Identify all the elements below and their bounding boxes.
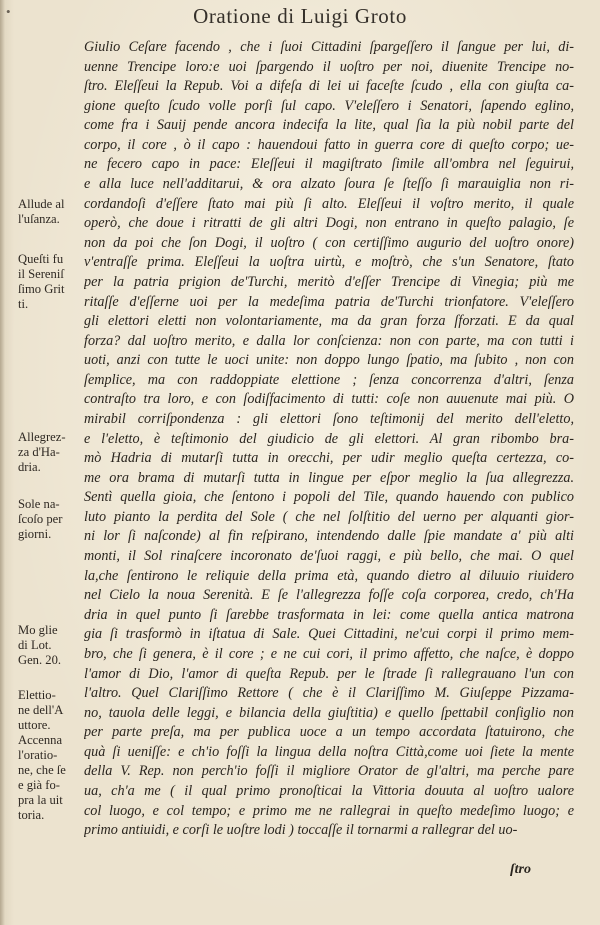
- text-line: gli elettori eletti non volontariamente, ma da gran forza ſforzati. E da qual: [84, 313, 574, 330]
- text-line: primo antiuidi, e corſi le uoſtre lodi ) toccaſſe il tornarmi a rallegrar del uo-: [84, 822, 518, 839]
- text-line: ne fecero capo in pace: Eleſſeui il magiſtrato ſimile all'ombra nel ſeguirui,: [84, 156, 574, 173]
- marginal-note-line: Gen. 20.: [18, 653, 62, 667]
- text-line: operò, che doue i ritratti de gli altri Dogi, non entrano in queſto palagio, ſe: [84, 215, 574, 232]
- text-line: e alla luce nell'additarui, & ora alzato ſoura ſe ſteſſo ſi marauiglia non ri-: [84, 176, 574, 193]
- marginal-note-moglie-lot: [18, 623, 84, 668]
- text-line: uoti, anzi con tutte le uoci unite: non doppo lungo ſpatio, ma ſubito , non con: [84, 352, 574, 369]
- marginal-note-line: giorni.: [18, 527, 52, 541]
- text-line: dria in quel punto ſi ſarebbe trasformata in lei: come quella antica matrona: [84, 606, 574, 623]
- marginal-note-line: ti.: [18, 297, 29, 311]
- text-line: contraſto tra loro, e con ſodiſfacimento di tutti: coſe non auuenute mai più. O: [84, 391, 574, 408]
- marginal-note-line: Queſti fu: [18, 252, 64, 266]
- text-line: bro, che ſi genera, è il core ; e ne cui cori, il primo affetto, che naſce, è doppo: [84, 645, 574, 662]
- text-line: mirabil corriſpondenza : gli elettori ſono teſtimonij del merito dell'eletto,: [84, 410, 574, 427]
- marginal-note-line: ne dell'A: [18, 703, 64, 717]
- page-gutter-shadow: [0, 0, 5, 925]
- text-line: nel Cielo la noua Serenità. E ſe l'allegrezza foſſe coſa corporea, credo, ch'Ha: [84, 587, 574, 604]
- marginal-note-line: di Lot.: [18, 638, 52, 652]
- marginal-note-allude: [18, 197, 84, 227]
- body-text: [84, 38, 574, 841]
- text-line: col luogo, e col tempo; e primo me ne rallegrai in queſto medeſimo luogo; e: [84, 802, 574, 819]
- text-line: me ora brama di mutarſi tutta in lingue per eſpor meglio la ſua allegrezza.: [84, 469, 574, 486]
- marginal-note-line: Allegrez-: [18, 430, 66, 444]
- text-line: della V. Rep. non perch'io foſſi il migliore Orator de gl'altri, ma perche pare: [84, 763, 574, 780]
- marginal-note-gritti: [18, 252, 84, 312]
- text-line: v'entraſſe prima. Eleſſeui la uoſtra uirtù, e moſtrò, che s'un Senatore, ſtato: [84, 254, 574, 271]
- text-line: gia ſi trasformò in iſtatua di Sale. Quei Cittadini, ne'cui corpi il primo mem-: [84, 626, 574, 643]
- text-line: e l'eletto, è teſtimonio del giudicio de gli elettori. Al gran ribombo bra-: [84, 430, 574, 447]
- text-line: la,che ſentirono le reliquie della prima età, quando dietro al diluuio riuidero: [84, 567, 574, 584]
- marginal-note-line: l'uſanza.: [18, 212, 60, 226]
- text-line: l'altro. Quel Clariſſimo Rettore ( che è il Clariſſimo M. Giuſeppe Pizzama-: [84, 685, 574, 702]
- marginal-note-line: Allude al: [18, 197, 65, 211]
- marginal-note-line: pra la uit: [18, 793, 63, 807]
- marginal-note-line: ne, che ſe: [18, 763, 66, 777]
- catchword: ſtro: [510, 862, 531, 877]
- marginal-note-line: Sole na-: [18, 497, 60, 511]
- marginal-note-sole: [18, 497, 84, 542]
- text-line: per parte preſa, ma per publica uoce a un tempo accordata ſtatuirono, che: [84, 724, 574, 741]
- text-line: ni lor ſi naſconde) al fin reſpirano, intendendo dalle ſpie mandate a' più alti: [84, 528, 574, 545]
- text-line: uenne Trencipe loro:e uoi ſpargendo il uoſtro per noi, diuenite Trencipe no-: [84, 58, 574, 75]
- text-line: gione queſto ſcudo volle porſi ſul capo. V'eleſſero i Senatori, ſapendo eglino,: [84, 97, 574, 114]
- marginal-note-line: Mo glie: [18, 623, 58, 637]
- folio-mark: •: [6, 4, 11, 19]
- text-line: per la patria prigion de'Turchi, meritò d'eſſer Trencipe di Vinegia; più me: [84, 273, 574, 290]
- marginal-note-line: ſcoſo per: [18, 512, 63, 526]
- text-line: ſtro. Eleſſeui la Repub. Voi a difeſa di lei ui faceſte ſcudo , ella con giuſta ca-: [84, 78, 574, 95]
- marginal-note-allegrezza: [18, 430, 84, 475]
- text-line: luto pianto la perdita del Sole ( che nel ſolſtitio del uerno per alquanti gior-: [84, 508, 574, 525]
- text-line: come fra i Sauij pende ancora indecifa la lite, qual ſia la più nobil parte del: [84, 117, 574, 134]
- text-line: monti, il Sol rinaſcere incoronato de'ſuoi raggi, e più bello, che mai. O quel: [84, 548, 574, 565]
- text-line: ſemplice, ma con raddoppiate elettione ; ſenza concorrenza d'altri, ſenza: [84, 371, 574, 388]
- marginal-note-line: e già fo-: [18, 778, 60, 792]
- marginal-note-line: toria.: [18, 808, 45, 822]
- text-line: ritaſſe d'eſſerne uoi per la medeſima patria de'Turchi trionfatore. V'eleſſero: [84, 293, 574, 310]
- text-line: mò Hadria di mutarſi tutta in orecchi, per udir meglio queſta certezza, co-: [84, 450, 574, 467]
- text-line: Giulio Ceſare facendo , che i ſuoi Cittadini ſpargeſſero il ſangue per lui, di-: [84, 39, 574, 55]
- text-line: non da poi che ſon Dogi, il uoſtro ( con certiſſimo augurio del uoſtro onore): [84, 234, 574, 251]
- marginal-note-line: Accenna: [18, 733, 63, 747]
- marginal-note-line: za d'Ha-: [18, 445, 60, 459]
- marginal-note-line: ſimo Grit: [18, 282, 65, 296]
- text-line: forza? dal uoſtro merito, e dalla lor conſcienza: non con parte, ma con tutti i: [84, 332, 574, 349]
- text-line: l'amor di Dio, l'amor di queſta Repub. per le ſtrade ſi rallegrauano l'un con: [84, 665, 574, 682]
- text-line: ua, ch'a me ( il qual primo pronoſticai la Vittoria douuta al uoſtro ualore: [84, 782, 574, 799]
- text-line: Sentì quella gioia, che ſentono i popoli del Tile, quando hauendo con publico: [84, 489, 574, 506]
- marginal-note-line: l'oratio-: [18, 748, 58, 762]
- text-line: no, tauola delle leggi, e bilancia della giuſtitia) e quello ſpettabil conſiglio non: [84, 704, 574, 721]
- marginal-note-elettione: [18, 688, 84, 823]
- text-line: quà ſi ueniſſe: e ch'io foſſi la lingua della noſtra Città,come uoi ſiete la mente: [84, 743, 574, 760]
- marginal-note-line: dria.: [18, 460, 41, 474]
- running-head: Oratione di Luigi Groto: [193, 4, 407, 28]
- text-line: corpo, il core , ò il capo : hauendoui fatto in guerra core di queſto corpo; ue-: [84, 136, 574, 153]
- marginal-note-line: il Sereniſ: [18, 267, 64, 281]
- text-line: cordandoſi d'eſſere ſtato mai più ſi alto. Eleſſeui il voſtro merito, il quale: [84, 195, 574, 212]
- marginal-note-line: uttore.: [18, 718, 51, 732]
- marginal-note-line: Elettio-: [18, 688, 56, 702]
